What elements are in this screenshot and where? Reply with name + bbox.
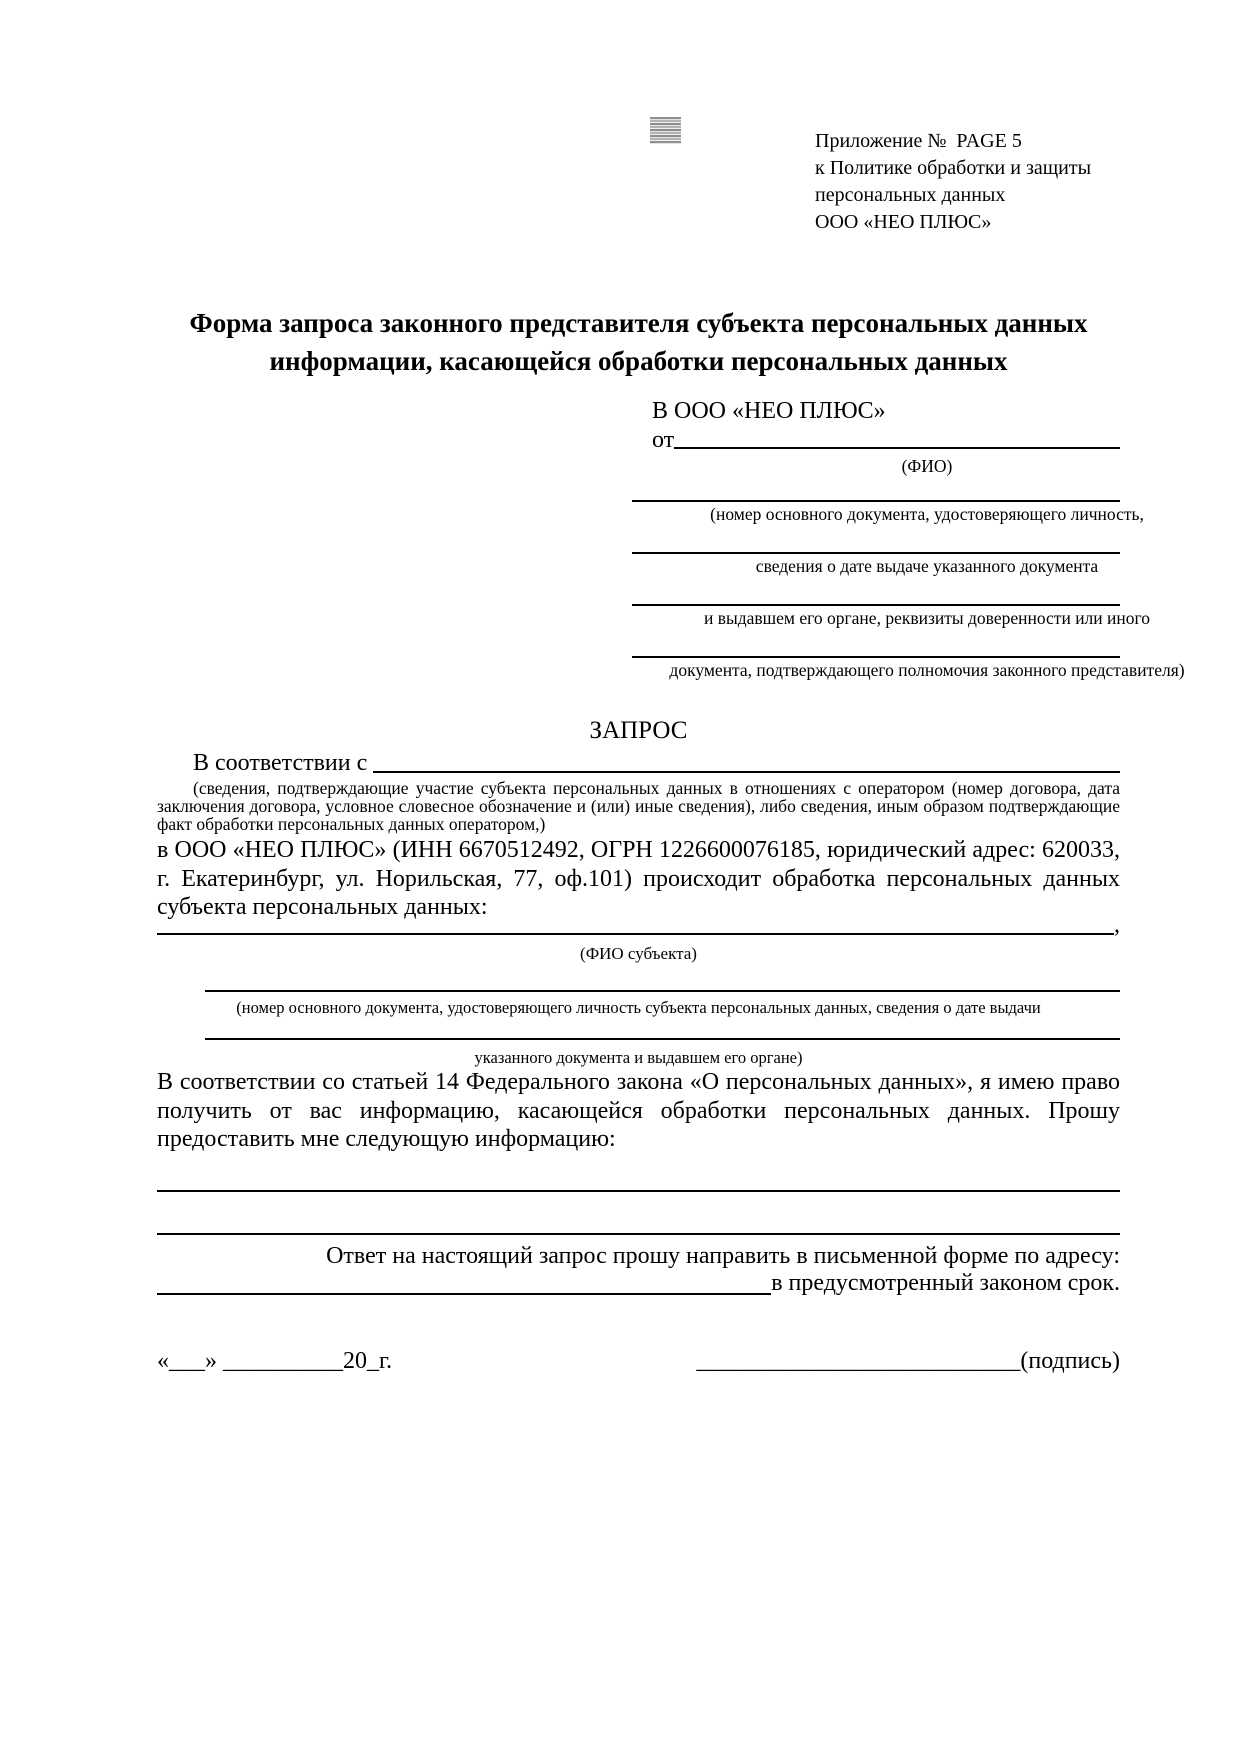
issue-date-blank-line <box>632 552 1120 554</box>
from-row <box>632 426 1120 454</box>
intro-row <box>157 748 1120 778</box>
intro-prefix: В соответствии с <box>193 750 374 776</box>
representative-document-blank-line <box>632 500 1120 502</box>
appendix-policy-line2: персональных данных <box>815 184 1006 206</box>
information-blank-line-1 <box>157 1190 1120 1192</box>
address-blank-line <box>157 1293 771 1295</box>
appendix-header <box>815 128 1135 236</box>
from-label: от <box>652 427 675 453</box>
subject-fio-row <box>157 912 1120 940</box>
document-number-caption: (номер основного документа, удостоверяющего личность, <box>710 504 1144 524</box>
document-title-line1: Форма запроса законного представителя субъекта персональных данных <box>189 308 1088 338</box>
representative-fio-blank-line <box>674 447 1120 449</box>
signature-line: ___________________________(подпись) <box>696 1348 1120 1374</box>
recipient-organization: В ООО «НЕО ПЛЮС» <box>652 398 886 424</box>
response-request-line: Ответ на настоящий запрос прошу направить в письменной форме по адресу: <box>326 1243 1120 1269</box>
information-blank-line-2 <box>157 1233 1120 1235</box>
appendix-policy-line: к Политике обработки и защиты <box>815 157 1092 179</box>
authority-document-blank-line <box>632 656 1120 658</box>
document-title <box>157 304 1120 380</box>
authority-document-caption: документа, подтверждающего полномочия законного представителя) <box>669 660 1185 680</box>
appendix-number-line: Приложение № PAGE 5 <box>815 130 1022 152</box>
operator-paragraph: в ООО «НЕО ПЛЮС» (ИНН 6670512492, ОГРН 1226600076185, юридический адрес: 620033, г. Екатеринбург, ул. Норильская, 77, оф.101) происходит обработка персональных данных субъекта персональных данных: <box>157 837 1120 920</box>
subject-authority-blank-line <box>205 1038 1120 1040</box>
issue-date-caption: сведения о дате выдаче указанного документа <box>755 556 1099 576</box>
embedded-object-icon <box>650 117 681 144</box>
appendix-company-line: ООО «НЕО ПЛЮС» <box>815 211 992 233</box>
address-row <box>157 1270 1120 1300</box>
subject-fio-comma: , <box>1114 912 1120 938</box>
date-line: «___» __________20_г. <box>157 1348 393 1374</box>
request-heading: ЗАПРОС <box>589 717 688 744</box>
fio-caption: (ФИО) <box>901 456 953 476</box>
recipient-block <box>632 396 1185 680</box>
issuing-authority-caption: и выдавшем его органе, реквизиты доверенности или иного <box>703 608 1151 628</box>
issuing-authority-blank-line <box>632 604 1120 606</box>
basis-blank-line <box>373 771 1120 773</box>
date-signature-row <box>157 1348 1120 1375</box>
response-suffix: в предусмотренный законом срок. <box>771 1270 1120 1296</box>
subject-document-caption: (номер основного документа, удостоверяющего личность субъекта персональных данных, сведения о дате выдачи <box>236 998 1041 1017</box>
subject-fio-caption: (ФИО субъекта) <box>580 944 697 963</box>
subject-document-blank-line <box>205 990 1120 992</box>
basis-fine-print: (сведения, подтверждающие участие субъекта персональных данных в отношениях с оператором (номер договора, дата заключения договора, условное словесное обозначение и (или) иные сведения), либо сведения, иным образом подтверждающие факт обработки персональных данных оператором,) <box>157 778 1120 834</box>
subject-authority-caption: указанного документа и выдавшем его органе) <box>474 1048 803 1067</box>
document-title-line2: информации, касающейся обработки персональных данных <box>269 346 1008 376</box>
subject-fio-blank-line <box>157 933 1114 935</box>
law-paragraph: В соответствии со статьей 14 Федерального закона «О персональных данных», я имею право получить от вас информацию, касающейся обработки персональных данных. Прошу предоставить мне следующую информацию: <box>157 1069 1120 1152</box>
